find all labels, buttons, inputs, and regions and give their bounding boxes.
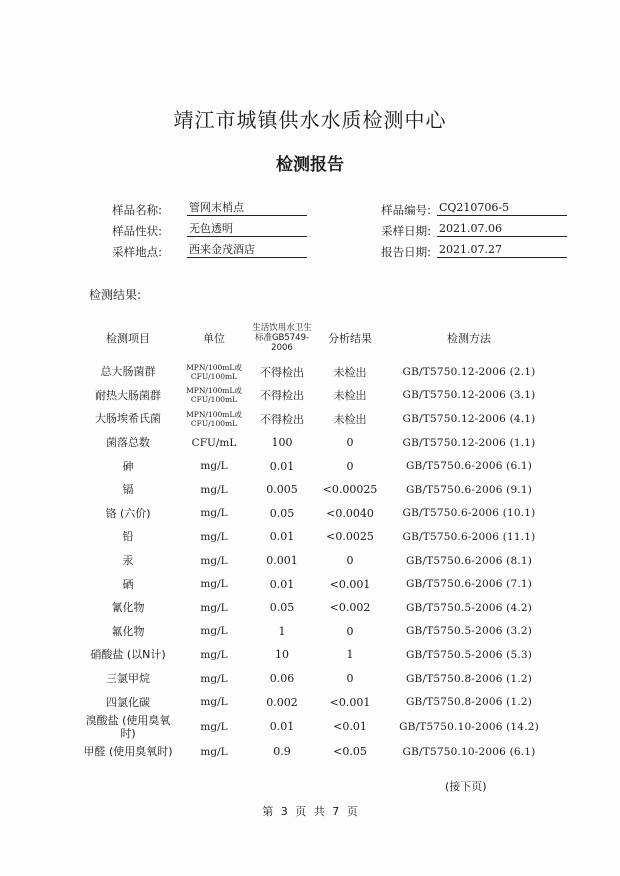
cell-result: 1: [346, 648, 354, 662]
table-row: [78, 620, 552, 644]
cell-item: 三氯甲烷: [106, 672, 150, 686]
header-method: 检测方法: [447, 332, 491, 345]
cell-method: GB/T5750.8-2006 (1.2): [405, 672, 533, 685]
cell-result: 0: [346, 672, 354, 686]
cell-standard: 0.01: [269, 720, 295, 734]
continued-note: (接下页): [445, 780, 487, 793]
cell-result: 0: [346, 554, 354, 568]
cell-method: GB/T5750.5-2006 (3.2): [405, 625, 533, 638]
cell-unit: mg/L: [200, 720, 228, 733]
cell-method: GB/T5750.12-2006 (4.1): [402, 412, 536, 425]
cell-method: GB/T5750.6-2006 (7.1): [405, 578, 533, 591]
sample-site-value: 西来金茂酒店: [187, 243, 307, 258]
sample-name-value: 管网末梢点: [187, 201, 307, 216]
table-row: [78, 431, 552, 455]
cell-standard: 0.01: [269, 577, 295, 591]
cell-method: GB/T5750.10-2006 (14.2): [399, 720, 539, 733]
cell-item: 耐热大肠菌群: [95, 388, 161, 402]
report-title: 检测报告: [276, 155, 344, 175]
header-result: 分析结果: [328, 332, 372, 345]
report-date-label: 报告日期:: [381, 245, 431, 259]
cell-item: 汞: [122, 554, 134, 568]
cell-item: 铬 (六价): [105, 506, 151, 520]
table-row: [78, 525, 552, 549]
sample-state-label: 样品性状:: [112, 224, 162, 238]
cell-unit: mg/L: [200, 554, 228, 567]
cell-item: 总大肠菌群: [100, 365, 156, 379]
cell-standard: 0.01: [269, 530, 295, 544]
table-header-row: [78, 316, 552, 360]
cell-result: 未检出: [333, 365, 367, 379]
cell-unit: CFU/mL: [191, 436, 237, 449]
cell-standard: 不得检出: [260, 365, 304, 379]
table-row: [78, 384, 552, 408]
sample-no-value: CQ210706-5: [437, 201, 567, 216]
header-item: 检测项目: [106, 332, 150, 345]
cell-standard: 0.005: [266, 483, 298, 497]
table-body: [78, 360, 552, 764]
table-row: [78, 643, 552, 667]
cell-item: 氰化物: [111, 601, 145, 615]
cell-unit: MPN/100mL或CFU/100mL: [186, 362, 242, 381]
cell-result: <0.0025: [326, 530, 374, 544]
cell-method: GB/T5750.5-2006 (4.2): [405, 601, 533, 614]
cell-unit: mg/L: [200, 483, 228, 496]
cell-item: 溴酸盐 (使用臭氧时): [85, 713, 171, 740]
cell-standard: 100: [271, 436, 293, 450]
cell-method: GB/T5750.12-2006 (2.1): [402, 365, 536, 378]
cell-result: <0.0040: [326, 506, 374, 520]
cell-method: GB/T5750.6-2006 (8.1): [405, 554, 533, 567]
table-row: [78, 407, 552, 431]
cell-unit: MPN/100mL或CFU/100mL: [186, 386, 242, 405]
cell-item: 大肠埃希氏菌: [95, 412, 161, 426]
cell-unit: mg/L: [200, 530, 228, 543]
table-row: [78, 502, 552, 526]
cell-method: GB/T5750.6-2006 (10.1): [402, 507, 536, 520]
cell-standard: 0.05: [269, 601, 295, 615]
table-row: [78, 478, 552, 502]
cell-item: 菌落总数: [106, 436, 150, 450]
cell-method: GB/T5750.5-2006 (5.3): [405, 648, 533, 661]
cell-standard: 0.06: [269, 672, 295, 686]
cell-method: GB/T5750.6-2006 (9.1): [405, 483, 533, 496]
cell-item: 镉: [122, 483, 134, 497]
sample-date-value: 2021.07.06: [437, 222, 567, 237]
table-row: [78, 596, 552, 620]
results-table: [78, 316, 552, 764]
table-row: [78, 667, 552, 691]
cell-method: GB/T5750.8-2006 (1.2): [405, 696, 533, 709]
cell-item: 甲醛 (使用臭氧时): [83, 745, 173, 759]
cell-standard: 0.001: [266, 554, 298, 568]
cell-result: 0: [346, 436, 354, 450]
cell-unit: MPN/100mL或CFU/100mL: [186, 409, 242, 428]
cell-method: GB/T5750.6-2006 (6.1): [405, 460, 533, 473]
cell-result: 未检出: [333, 389, 367, 403]
table-row: [78, 714, 552, 740]
sample-name-label: 样品名称:: [112, 203, 162, 217]
sample-site-label: 采样地点:: [112, 245, 162, 259]
cell-item: 硒: [122, 577, 134, 591]
cell-item: 四氯化碳: [106, 695, 150, 709]
cell-method: GB/T5750.10-2006 (6.1): [402, 745, 536, 758]
cell-unit: mg/L: [200, 648, 228, 661]
cell-standard: 不得检出: [260, 412, 304, 426]
header-standard: 生活饮用水卫生标准GB5749-2006: [252, 323, 312, 353]
cell-unit: mg/L: [200, 625, 228, 638]
sample-date-label: 采样日期:: [381, 224, 431, 238]
report-date-value: 2021.07.27: [437, 243, 567, 258]
cell-item: 砷: [122, 459, 134, 473]
cell-result: 0: [346, 459, 354, 473]
cell-standard: 0.05: [269, 506, 295, 520]
cell-result: <0.00025: [322, 483, 378, 497]
cell-standard: 10: [275, 648, 289, 662]
results-heading: 检测结果:: [89, 288, 142, 302]
cell-method: GB/T5750.6-2006 (11.1): [402, 530, 536, 543]
cell-result: <0.001: [329, 577, 371, 591]
cell-unit: mg/L: [200, 460, 228, 473]
cell-standard: 0.002: [266, 695, 298, 709]
cell-item: 铅: [122, 530, 134, 544]
cell-method: GB/T5750.12-2006 (3.1): [402, 389, 536, 402]
sample-state-value: 无色透明: [187, 222, 307, 237]
table-row: [78, 454, 552, 478]
cell-result: <0.002: [329, 601, 371, 615]
org-title: 靖江市城镇供水水质检测中心: [173, 108, 447, 132]
cell-result: 0: [346, 624, 354, 638]
cell-unit: mg/L: [200, 696, 228, 709]
cell-standard: 不得检出: [260, 389, 304, 403]
cell-result: <0.05: [333, 745, 367, 759]
cell-unit: mg/L: [200, 507, 228, 520]
table-row: [78, 740, 552, 764]
header-unit: 单位: [203, 332, 225, 345]
cell-result: <0.01: [333, 720, 367, 734]
cell-result: <0.001: [329, 695, 371, 709]
cell-standard: 0.01: [269, 459, 295, 473]
cell-unit: mg/L: [200, 745, 228, 758]
cell-unit: mg/L: [200, 578, 228, 591]
table-row: [78, 549, 552, 573]
cell-result: 未检出: [333, 412, 367, 426]
cell-standard: 1: [278, 624, 286, 638]
cell-unit: mg/L: [200, 601, 228, 614]
cell-item: 氟化物: [111, 624, 145, 638]
cell-unit: mg/L: [200, 672, 228, 685]
cell-standard: 0.9: [273, 745, 291, 759]
page-number: 第 3 页 共 7 页: [262, 805, 358, 818]
table-row: [78, 690, 552, 714]
table-row: [78, 572, 552, 596]
table-row: [78, 360, 552, 384]
cell-method: GB/T5750.12-2006 (1.1): [402, 436, 536, 449]
sample-no-label: 样品编号:: [381, 203, 431, 217]
cell-item: 硝酸盐 (以N计): [90, 648, 166, 662]
